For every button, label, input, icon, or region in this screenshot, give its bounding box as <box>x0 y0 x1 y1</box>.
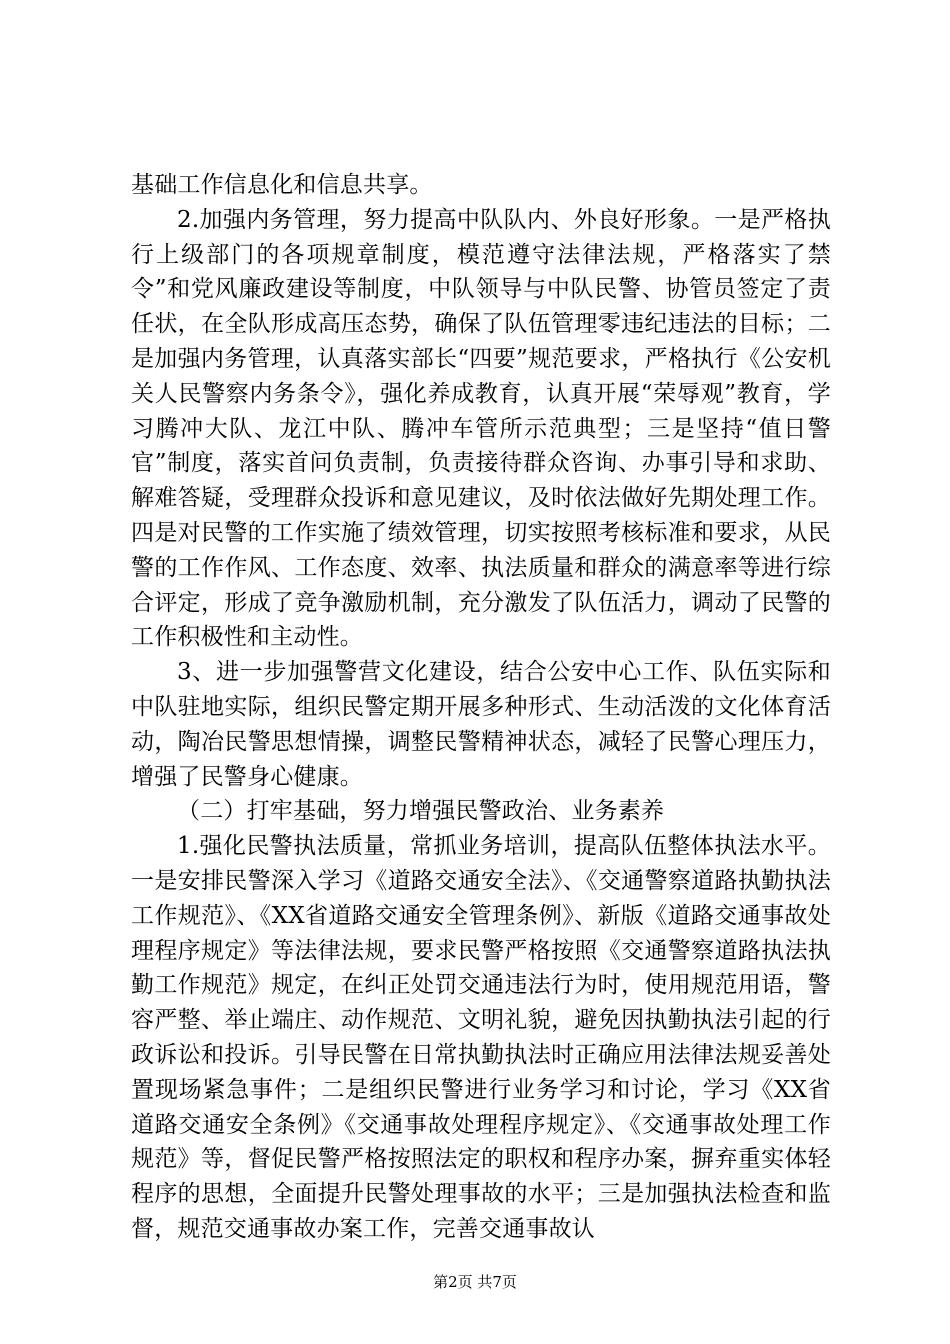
paragraph-law-enforcement: 1.强化民警执法质量，常抓业务培训，提高队伍整体执法水平。一是安排民警深入学习《道路交通安全法》、《交通警察道路执勤执法工作规范》、《XX省道路交通安全管理条例》、新版《道路交通事故处理程序规定》等法律法规，要求民警严格按照《交通警察道路执法执勤工作规范》规定，在纠正处罚交通违法行为时，使用规范用语，警容严整、举止端庄、动作规范、文明礼貌，避免因执勤执法引起的行政诉讼和投诉。引导民警在日常执勤执法时正确应用法律法规妥善处置现场紧急事件；二是组织民警进行业务学习和讨论，学习《XX省道路交通安全条例》《交通事故处理程序规定》、《交通事故处理工作规范》等，督促民警严格按照法定的职权和程序办案，摒弃重实体轻程序的思想，全面提升民警处理事故的水平；三是加强执法检查和监督，规范交通事故办案工作，完善交通事故认 <box>131 833 831 1242</box>
paragraph-police-culture: 3、进一步加强警营文化建设，结合公安中心工作、队伍实际和中队驻地实际，组织民警定期开展多种形式、生动活泼的文化体育活动，陶冶民警思想情操，调整民警精神状态，减轻了民警心理压力，增强了民警身心健康。 <box>131 659 831 790</box>
document-body <box>131 168 831 1247</box>
page-number-footer: 第2页 共7页 <box>433 1273 517 1291</box>
paragraph-continuation: 基础工作信息化和信息共享。 <box>131 172 433 198</box>
section-heading: （二）打牢基础，努力增强民警政治、业务素养 <box>177 798 665 825</box>
paragraph-internal-affairs: 2.加强内务管理，努力提高中队队内、外良好形象。一是严格执行上级部门的各项规章制度，模范遵守法律法规，严格落实了禁令”和党风廉政建设等制度，中队领导与中队民警、协管员签定了责任状，在全队形成高压态势，确保了队伍管理零违纪违法的目标；二是加强内务管理，认真落实部长“四要”规范要求，严格执行《公安机关人民警察内务条令》，强化养成教育，认真开展“荣辱观”教育，学习腾冲大队、龙江中队、腾冲车管所示范典型；三是坚持“值日警官”制度，落实首问负责制，负责接待群众咨询、办事引导和求助、解难答疑，受理群众投诉和意见建议，及时依法做好先期处理工作。四是对民警的工作实施了绩效管理，切实按照考核标准和要求，从民警的工作作风、工作态度、效率、执法质量和群众的满意率等进行综合评定，形成了竞争激励机制，充分激发了队伍活力，调动了民警的工作积极性和主动性。 <box>131 206 831 651</box>
